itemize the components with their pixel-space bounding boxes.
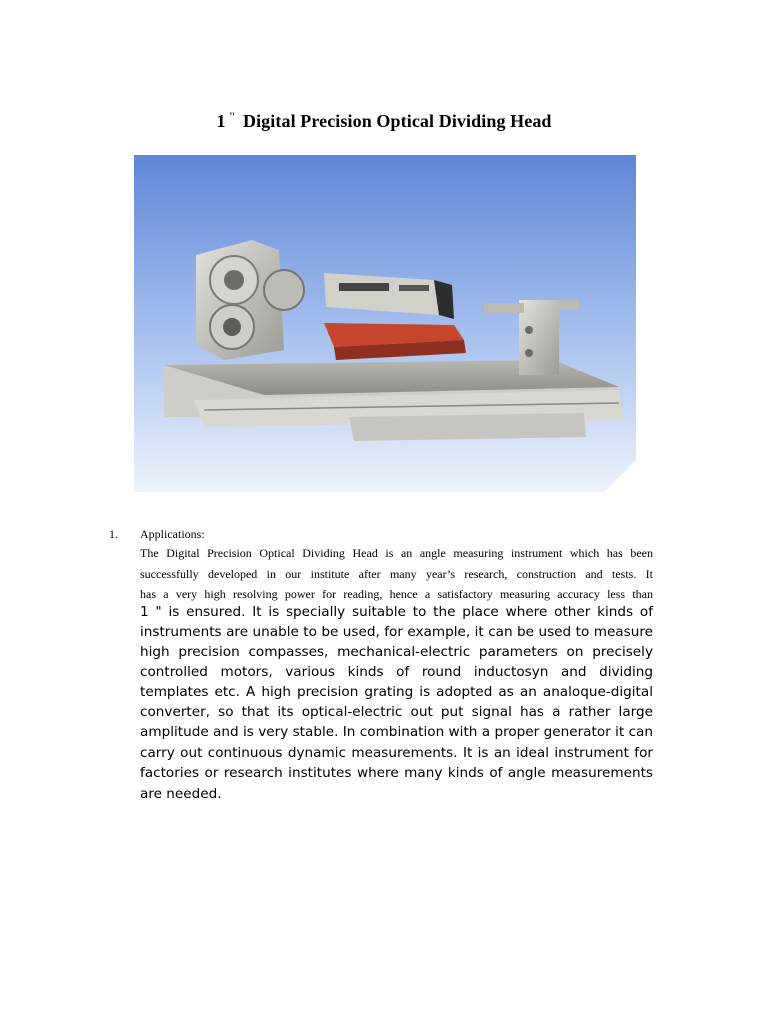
document-title (0, 109, 768, 132)
title-prefix: 1 (216, 111, 226, 131)
paragraph-line: are needed. (140, 786, 222, 802)
paragraph-line: high precision compasses, mechanical-electric parameters on precisely (140, 644, 653, 660)
title-text: Digital Precision Optical Dividing Head (242, 111, 552, 131)
paragraph-line: factories or research institutes where many kinds of angle measurements (140, 765, 653, 781)
section-number: 1. (109, 527, 118, 541)
paragraph-line: 1 " is ensured. It is specially suitable to the place where other kinds of (140, 604, 653, 620)
paragraph-line: converter, so that its optical-electric out put signal has a rather large (140, 704, 653, 720)
section-heading: Applications: (140, 527, 205, 541)
dividing-head-illustration (134, 155, 636, 492)
product-photo (134, 155, 636, 492)
paragraph-line: has a very high resolving power for reading, hence a satisfactory measuring accuracy less than (140, 587, 653, 601)
paragraph-line: carry out continuous dynamic measurements. It is an ideal instrument for (140, 745, 653, 761)
title-mark: " (229, 109, 235, 124)
paragraph-line: controlled motors, various kinds of round inductosyn and dividing (140, 664, 653, 680)
paragraph-line: amplitude and is very stable. In combination with a proper generator it can (140, 724, 653, 740)
paragraph-line: The Digital Precision Optical Dividing Head is an angle measuring instrument which has been (140, 546, 653, 560)
paragraph-line: instruments are unable to be used, for example, it can be used to measure (140, 624, 653, 640)
paragraph-line: templates etc. A high precision grating is adopted as an analoque-digital (140, 684, 653, 700)
paragraph-line: successfully developed in our institute after many year’s research, construction and tests. It (140, 567, 653, 581)
